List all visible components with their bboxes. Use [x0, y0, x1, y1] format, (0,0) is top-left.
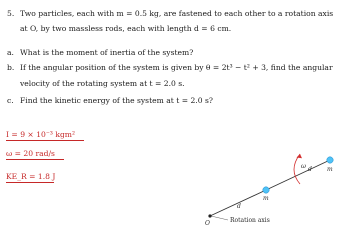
label-m-upper: m [327, 166, 333, 173]
answer-inertia-underline [6, 140, 84, 141]
answer-omega: ω = 20 rad/s [6, 149, 55, 158]
particle-upper [327, 157, 333, 163]
answer-energy: KE_R = 1.8 J [6, 172, 56, 181]
part-b-text-2: velocity of the rotating system at t = 2.0 s. [20, 79, 185, 88]
label-origin: O [205, 220, 210, 226]
answer-omega-underline [6, 159, 64, 160]
part-c-text: Find the kinetic energy of the system at t = 2.0 s? [20, 96, 213, 105]
label-d-upper: d [308, 166, 312, 173]
rotation-figure [196, 150, 346, 226]
part-b-text-1: If the angular position of the system is given by θ = 2t³ − t² + 3, find the angular [20, 63, 333, 72]
particle-lower [263, 187, 269, 193]
part-a-text: What is the moment of inertia of the system? [20, 48, 194, 57]
part-b-label: b. [7, 63, 15, 72]
rotation-arrow [294, 154, 300, 184]
rod-upper [266, 160, 330, 190]
label-omega: ω [301, 163, 306, 170]
label-m-lower: m [263, 195, 269, 202]
answer-inertia: I = 9 × 10⁻³ kgm² [6, 130, 76, 139]
problem-number: 5. [7, 9, 15, 18]
label-rotation-axis: Rotation axis [230, 217, 270, 224]
part-a-label: a. [7, 48, 14, 57]
label-d-lower: d [237, 203, 241, 210]
axis-pointer [211, 216, 228, 220]
problem-text-1: Two particles, each with m = 0.5 kg, are fastened to each other to a rotation axis [20, 9, 334, 18]
part-c-label: c. [7, 96, 14, 105]
problem-text-2: at O, by two massless rods, each with length d = 6 cm. [20, 24, 232, 33]
answer-energy-underline [6, 182, 54, 183]
